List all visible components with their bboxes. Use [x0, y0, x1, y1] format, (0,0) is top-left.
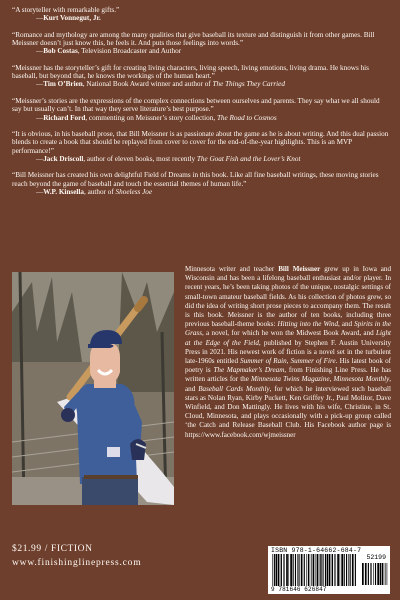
- barcode-bar: [382, 563, 383, 585]
- barcode-bar: [350, 554, 351, 586]
- barcode-bar: [346, 554, 347, 586]
- blurb-quote: “Meissner’s stories are the expressions of the complex connections between ourselves and parents. They say what we all should say but usually can’t. In that way they serve literature’s best purpose.”: [12, 96, 380, 114]
- barcode-bar: [283, 554, 284, 586]
- blurb-attribution: —Tim O’Brien, National Book Award winner and author of The Things They Carried: [36, 80, 285, 89]
- blurb-quote: “Bill Meissner has created his own delightful Field of Dreams in this book. Like all fine baseball writings, these moving stories reach beyond the game of baseball and touch the essential themes of human life.”: [12, 171, 379, 188]
- barcode-bar: [370, 563, 371, 585]
- barcode-bar: [335, 554, 336, 586]
- price-code: 52199: [366, 554, 386, 561]
- barcode-bar: [313, 554, 315, 586]
- price-genre: $21.99 / FICTION: [12, 544, 93, 554]
- barcode-bar: [304, 554, 305, 586]
- blurb-ford: [12, 97, 390, 122]
- barcode-bar: [368, 563, 369, 585]
- barcode-bar: [380, 563, 382, 585]
- author-photo-illustration: [12, 272, 174, 505]
- barcode-bar: [278, 554, 279, 586]
- blurb-quote: “Romance and mythology are among the many qualities that give baseball its texture and distinguish it from other games. Bill Meissner doesn’t just know this, he feels it. And puts those feelings into words.”: [12, 30, 375, 48]
- barcode-bar: [331, 554, 332, 586]
- blurb-quote: “A storyteller with remarkable gifts.”: [12, 6, 120, 14]
- barcode-bar: [308, 554, 309, 586]
- barcode-bar: [316, 554, 317, 586]
- isbn-digits: 9 781646 626847: [271, 586, 327, 593]
- barcode-bar: [281, 554, 282, 586]
- barcode-bar: [352, 554, 354, 586]
- barcode-bar: [375, 563, 376, 585]
- isbn-barcode: [268, 546, 390, 594]
- barcode-bar: [329, 554, 330, 586]
- barcode-bar: [301, 554, 303, 586]
- barcode-bar: [321, 554, 322, 586]
- blurb-attribution: —Bob Costas, Television Broadcaster and Author: [36, 47, 182, 56]
- blurb-driscoll: [12, 130, 390, 163]
- barcode-bar: [362, 563, 364, 585]
- barcode-bar: [274, 554, 275, 586]
- barcode-bar: [377, 563, 379, 585]
- barcode-bar: [323, 554, 324, 586]
- barcode-bar: [286, 554, 288, 586]
- barcode-bar: [320, 554, 321, 586]
- barcode-bar: [311, 554, 312, 586]
- barcode-bar: [373, 563, 374, 585]
- barcode-bar: [340, 554, 341, 586]
- barcode-bar: [297, 554, 298, 586]
- blurb-quote: “Meissner has the storyteller’s gift for creating living characters, living speech, living emotions, living drama. He knows his baseball, but beyond that, he knows the workings of the human heart.”: [12, 63, 369, 81]
- isbn-label: ISBN 978-1-64662-684-7: [271, 547, 362, 554]
- barcode-bar: [290, 554, 292, 586]
- author-photo: [12, 272, 174, 505]
- barcode-bar: [385, 563, 386, 585]
- barcode-bar: [327, 554, 329, 586]
- barcode-bar: [288, 554, 289, 586]
- footer: [12, 544, 141, 568]
- blurb-obrien: [12, 64, 390, 89]
- barcode-bar: [298, 554, 299, 586]
- blurb-costas: [12, 31, 390, 56]
- barcode-bars: [272, 554, 358, 586]
- blurbs-section: [12, 6, 390, 204]
- barcode-bar: [341, 554, 343, 586]
- blurb-attribution: —Jack Driscoll, author of eleven books, most recently The Goat Fish and the Lover’s Knot: [36, 154, 301, 163]
- barcode-bar: [280, 554, 281, 586]
- barcode-bar: [371, 563, 372, 585]
- publisher-website[interactable]: www.finishinglinepress.com: [12, 558, 142, 568]
- barcode-bar: [293, 554, 294, 586]
- barcode-bar: [387, 563, 388, 585]
- barcode-bar: [325, 554, 326, 586]
- blurb-quote: “It is obvious, in his baseball prose, that Bill Meissner is as passionate about the game as he is about writing. And this dual passion blends to create a book that should be replayed from cover to cover for the end-of-the-year highlights. This is an MVP performance!”: [12, 130, 389, 155]
- barcode-bar: [310, 554, 311, 586]
- barcode-bar: [295, 554, 296, 586]
- barcode-bar: [332, 554, 333, 586]
- barcode-bar: [306, 554, 307, 586]
- barcode-bar: [284, 554, 285, 586]
- barcode-bar: [365, 563, 367, 585]
- barcode-bar: [348, 554, 349, 586]
- barcode-bar: [272, 554, 273, 586]
- barcode-bar: [344, 554, 345, 586]
- barcode-bar: [355, 554, 356, 586]
- blurb-vonnegut: [12, 6, 390, 23]
- barcode-bar: [317, 554, 319, 586]
- blurb-kinsella: [12, 171, 390, 196]
- barcode-bar: [276, 554, 278, 586]
- barcode-addon-bars: [362, 563, 388, 585]
- author-bio: Minnesota writer and teacher Bill Meissner grew up in Iowa and Wisconsin and has been a lifelong baseball enthusiast and/or player. In recent years, he’s been taking photos of the unique, nostalgic settings of small-town amateur baseball fields. As his collection of photos grew, so did the idea of writing short prose pieces to accompany them. The result is this book. Meissner is the author of ten books, including three previous baseball-theme books: Hitting into the Wind, and Spirits in the Grass, a novel, for which he won the Midwest Book Award, and Light at the Edge of the Field, published by Stephen F. Austin University Press in 2021. His newest work of fiction is a novel set in the turbulent late-1960s entitled Summer of Rain, Summer of Fire. His latest book of poetry is The Mapmaker’s Dream, from Finishing Line Press. He has written articles for the Minnesota Twins Magazine, Minnesota Monthly, and Baseball Cards Monthly, for which he interviewed such baseball stars as Nolan Ryan, Kirby Puckett, Ken Griffey Jr., Paul Molitor, Dave Winfield, and Don Mattingly. He lives with his wife, Christine, in St. Cloud, Minnesota, and plays occasionally with a pick-up group called ‘the Catch and Release Baseball Club. His Facebook author page is https://www.facebook.com/wjmeissner: [185, 265, 392, 439]
- blurb-attribution: —W.P. Kinsella, author of Shoeless Joe: [36, 187, 153, 196]
- barcode-bar: [334, 554, 335, 586]
- barcode-bar: [337, 554, 339, 586]
- barcode-bar: [384, 563, 385, 585]
- blurb-attribution: —Richard Ford, commenting on Meissner’s story collection, The Road to Cosmos: [36, 113, 277, 122]
- blurb-attribution: —Kurt Vonnegut, Jr.: [36, 14, 101, 23]
